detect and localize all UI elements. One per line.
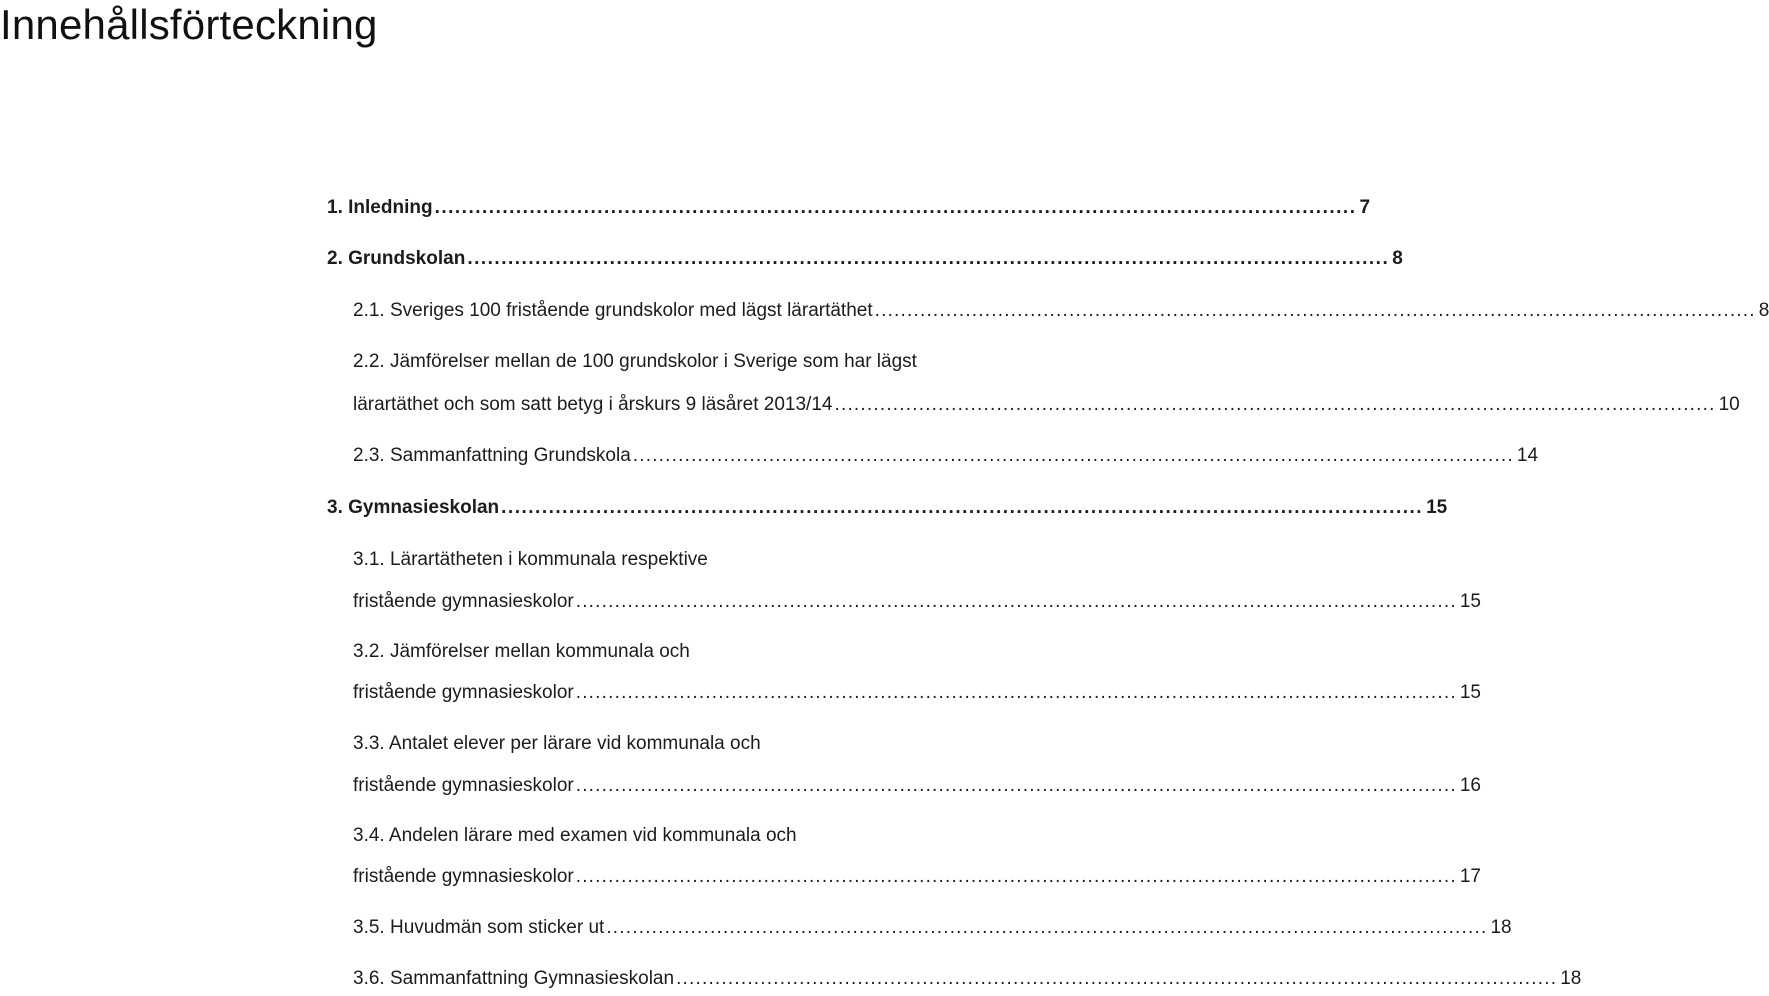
toc-page-number: 8 [1758, 300, 1769, 321]
toc-entry-3-6[interactable] [353, 964, 1582, 994]
toc-page-number: 18 [1490, 917, 1512, 938]
page-title: Innehållsförteckning [0, 1, 378, 48]
dot-leader: ........................................................................................................................................ [575, 682, 1457, 703]
toc-entry-title: 3.1. Lärartätheten i kommunala respektive [353, 549, 708, 570]
toc-entry-3-3-line-1[interactable] [353, 729, 939, 759]
toc-entry-title: fristående gymnasieskolor [353, 775, 574, 796]
dot-leader: ........................................................................................................................................ [632, 445, 1514, 466]
dot-leader: ........................................................................................................................................ [501, 497, 1424, 518]
toc-entry-title: 3.5. Huvudmän som sticker ut [353, 917, 605, 938]
toc-entry-grundskolan[interactable] [327, 244, 1403, 274]
toc-entry-3-2-line-1[interactable] [353, 637, 939, 667]
toc-page-number: 15 [1459, 682, 1481, 703]
toc-entry-title: fristående gymnasieskolor [353, 591, 574, 612]
dot-leader: ........................................................................................................................................ [575, 866, 1457, 887]
toc-entry-title: fristående gymnasieskolor [353, 682, 574, 703]
toc-entry-title: 2. Grundskolan [327, 248, 466, 269]
toc-page-number: 8 [1392, 248, 1403, 269]
toc-entry-title: 3.6. Sammanfattning Gymnasieskolan [353, 968, 675, 989]
toc-page-number: 18 [1560, 968, 1582, 989]
dot-leader: ........................................................................................................................................ [874, 300, 1756, 321]
toc-page-number: 16 [1459, 775, 1481, 796]
toc-entry-3-1-line-2[interactable] [353, 587, 1481, 617]
toc-entry-title: lärartäthet och som satt betyg i årskurs 9 läsåret 2013/14 [353, 394, 833, 415]
toc-entry-title: 3.4. Andelen lärare med examen vid kommunala och [353, 825, 797, 846]
toc-entry-title: 3. Gymnasieskolan [327, 497, 500, 518]
toc-page-number: 14 [1516, 445, 1539, 466]
toc-entry-2-2-line-2[interactable] [353, 390, 1740, 420]
toc-entry-3-1-line-1[interactable] [353, 545, 939, 575]
toc-entry-title: 3.2. Jämförelser mellan kommunala och [353, 641, 690, 662]
toc-entry-3-4-line-2[interactable] [353, 862, 1481, 892]
toc-entry-3-2-line-2[interactable] [353, 678, 1481, 708]
toc-entry-2-2-line-1[interactable] [353, 347, 939, 377]
toc-entry-title: 3.3. Antalet elever per lärare vid kommunala och [353, 733, 761, 754]
dot-leader: ........................................................................................................................................ [606, 917, 1488, 938]
dot-leader: ........................................................................................................................................ [467, 248, 1390, 269]
dot-leader: ........................................................................................................................................ [575, 775, 1457, 796]
toc-entry-3-3-line-2[interactable] [353, 771, 1481, 801]
toc-page-number: 7 [1359, 197, 1371, 218]
toc-entry-3-4-line-1[interactable] [353, 821, 939, 851]
toc-page-number: 15 [1426, 497, 1448, 518]
toc-entry-2-3[interactable] [353, 441, 1539, 471]
toc-entry-title: fristående gymnasieskolor [353, 866, 574, 887]
dot-leader: ........................................................................................................................................ [434, 197, 1357, 218]
toc-entry-title: 2.2. Jämförelser mellan de 100 grundskolor i Sverige som har lägst [353, 351, 917, 372]
dot-leader: ........................................................................................................................................ [676, 968, 1558, 989]
toc-entry-title: 1. Inledning [327, 197, 433, 218]
toc-entry-gymnasieskolan[interactable] [327, 493, 1448, 523]
toc-page-number: 15 [1459, 591, 1481, 612]
toc-entry-title: 2.1. Sveriges 100 fristående grundskolor med lägst lärartäthet [353, 300, 873, 321]
toc-entry-2-1[interactable] [353, 296, 1769, 326]
toc-page-number: 10 [1718, 394, 1740, 415]
toc-entry-title: 2.3. Sammanfattning Grundskola [353, 445, 631, 466]
toc-entry-3-5[interactable] [353, 913, 1512, 943]
toc-entry-inledning[interactable] [327, 193, 1371, 223]
dot-leader: ........................................................................................................................................ [834, 394, 1716, 415]
dot-leader: ........................................................................................................................................ [575, 591, 1457, 612]
toc-page-number: 17 [1459, 866, 1481, 887]
